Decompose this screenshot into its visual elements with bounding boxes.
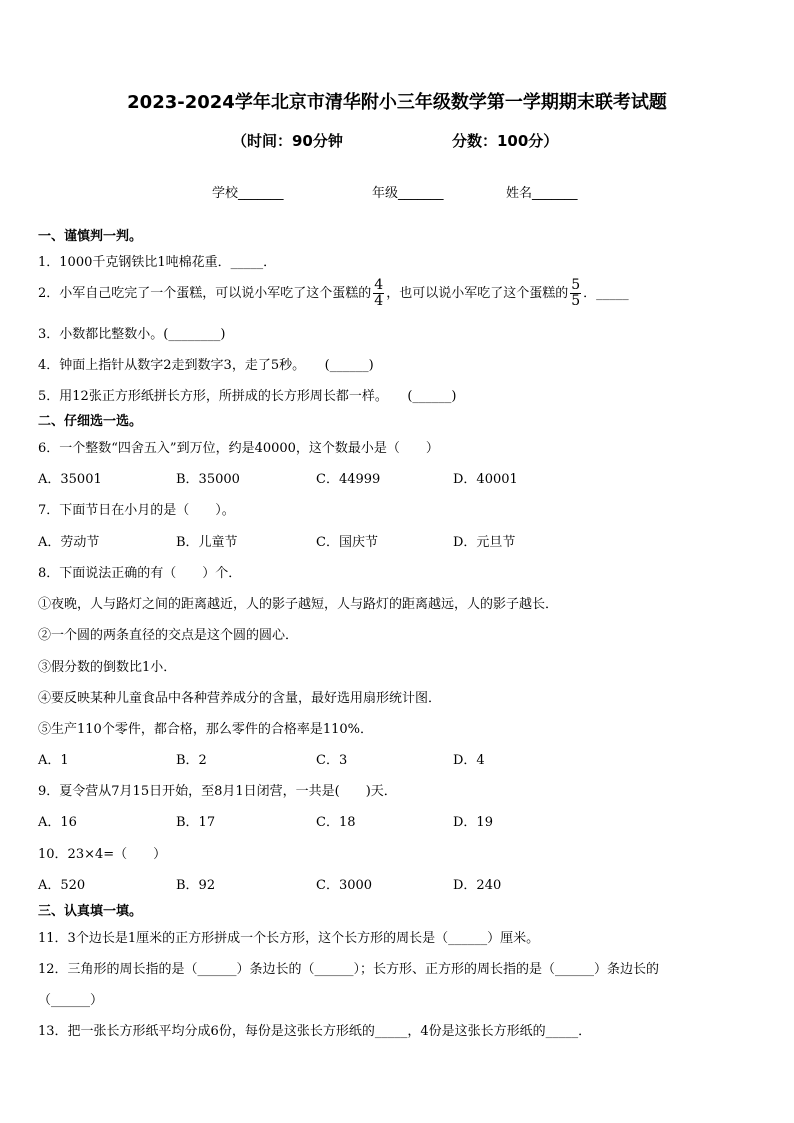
section-heading-2: 二、仔细选一选。 bbox=[38, 414, 143, 429]
q9-option-b: B．17 bbox=[176, 815, 216, 830]
q8-statement-4: ④要反映某种儿童食品中各种营养成分的含量，最好选用扇形统计图． bbox=[38, 691, 442, 706]
q10-option-c: C．3000 bbox=[316, 878, 373, 893]
question-10: 10．23×4=（ ） bbox=[38, 847, 167, 862]
question-11: 11．3个边长是1厘米的正方形拼成一个长方形，这个长方形的周长是（______）厘米。 bbox=[38, 931, 540, 946]
question-2-text-a: 2．小军自己吃完了一个蛋糕，可以说小军吃了这个蛋糕的 bbox=[38, 286, 372, 301]
exam-score: 分数：100分） bbox=[452, 132, 559, 150]
name-field: 姓名_______ bbox=[506, 186, 578, 201]
q8-option-c: C．3 bbox=[316, 753, 348, 768]
q8-statement-1: ①夜晚，人与路灯之间的距离越近，人的影子越短，人与路灯的距离越远，人的影子越长． bbox=[38, 597, 559, 612]
q7-option-a: A．劳动节 bbox=[38, 535, 100, 550]
q7-option-d: D．元旦节 bbox=[453, 535, 516, 550]
q8-statement-2: ②一个圆的两条直径的交点是这个圆的圆心． bbox=[38, 628, 299, 643]
question-4: 4．钟面上指针从数字2走到数字3，走了5秒。 (______) bbox=[38, 358, 374, 373]
q8-option-a: A．1 bbox=[38, 753, 69, 768]
page-title: 2023-2024学年北京市清华附小三年级数学第一学期期末联考试题 bbox=[127, 92, 667, 113]
question-12: 12．三角形的周长指的是（______）条边长的（______）；长方形、正方形的周长指的是（______）条边长的 bbox=[38, 962, 660, 977]
q10-option-d: D．240 bbox=[453, 878, 502, 893]
fraction-numerator: 5 bbox=[571, 277, 581, 293]
q8-option-d: D．4 bbox=[453, 753, 485, 768]
question-2 bbox=[38, 276, 629, 312]
q7-option-c: C．国庆节 bbox=[316, 535, 378, 550]
section-heading-1: 一、谨慎判一判。 bbox=[38, 229, 143, 244]
grade-field: 年级_______ bbox=[372, 186, 444, 201]
fraction-5-5 bbox=[570, 278, 581, 309]
q6-option-b: B．35000 bbox=[176, 472, 240, 487]
q7-option-b: B．儿童节 bbox=[176, 535, 238, 550]
section-heading-3: 三、认真填一填。 bbox=[38, 904, 143, 919]
q9-option-c: C．18 bbox=[316, 815, 356, 830]
question-3: 3．小数都比整数小。(________) bbox=[38, 327, 226, 342]
question-8: 8．下面说法正确的有（ ）个． bbox=[38, 566, 242, 581]
q8-statement-5: ⑤生产110个零件，都合格，那么零件的合格率是110%． bbox=[38, 722, 373, 737]
question-6: 6．一个整数“四舍五入”到万位，约是40000，这个数最小是（ ） bbox=[38, 441, 439, 456]
q9-option-d: D．19 bbox=[453, 815, 493, 830]
q8-option-b: B．2 bbox=[176, 753, 207, 768]
school-field: 学校_______ bbox=[212, 186, 284, 201]
exam-time: （时间：90分钟 bbox=[232, 132, 343, 150]
q6-option-c: C．44999 bbox=[316, 472, 381, 487]
question-13: 13．把一张长方形纸平均分成6份，每份是这张长方形纸的_____，4份是这张长方形纸的_____． bbox=[38, 1024, 592, 1039]
fraction-denominator: 5 bbox=[571, 293, 581, 309]
q10-option-b: B．92 bbox=[176, 878, 216, 893]
question-12-continued: （______） bbox=[38, 993, 104, 1008]
question-1: 1．1000千克钢铁比1吨棉花重．_____． bbox=[38, 255, 277, 270]
q6-option-d: D．40001 bbox=[453, 472, 518, 487]
question-2-text-b: ，也可以说小军吃了这个蛋糕的 bbox=[386, 286, 569, 301]
question-9: 9．夏令营从7月15日开始，至8月1日闭营，一共是( )天． bbox=[38, 784, 397, 799]
question-2-text-c: ．_____ bbox=[583, 286, 629, 301]
question-5: 5．用12张正方形纸拼长方形，所拼成的长方形周长都一样。 (______) bbox=[38, 389, 457, 404]
question-7: 7．下面节日在小月的是（ ）。 bbox=[38, 503, 235, 518]
q8-statement-3: ③假分数的倒数比1小． bbox=[38, 660, 177, 675]
q9-option-a: A．16 bbox=[38, 815, 77, 830]
q6-option-a: A．35001 bbox=[38, 472, 102, 487]
fraction-denominator: 4 bbox=[374, 293, 384, 309]
q10-option-a: A．520 bbox=[38, 878, 86, 893]
fraction-numerator: 4 bbox=[374, 277, 384, 293]
fraction-4-4 bbox=[373, 278, 384, 309]
